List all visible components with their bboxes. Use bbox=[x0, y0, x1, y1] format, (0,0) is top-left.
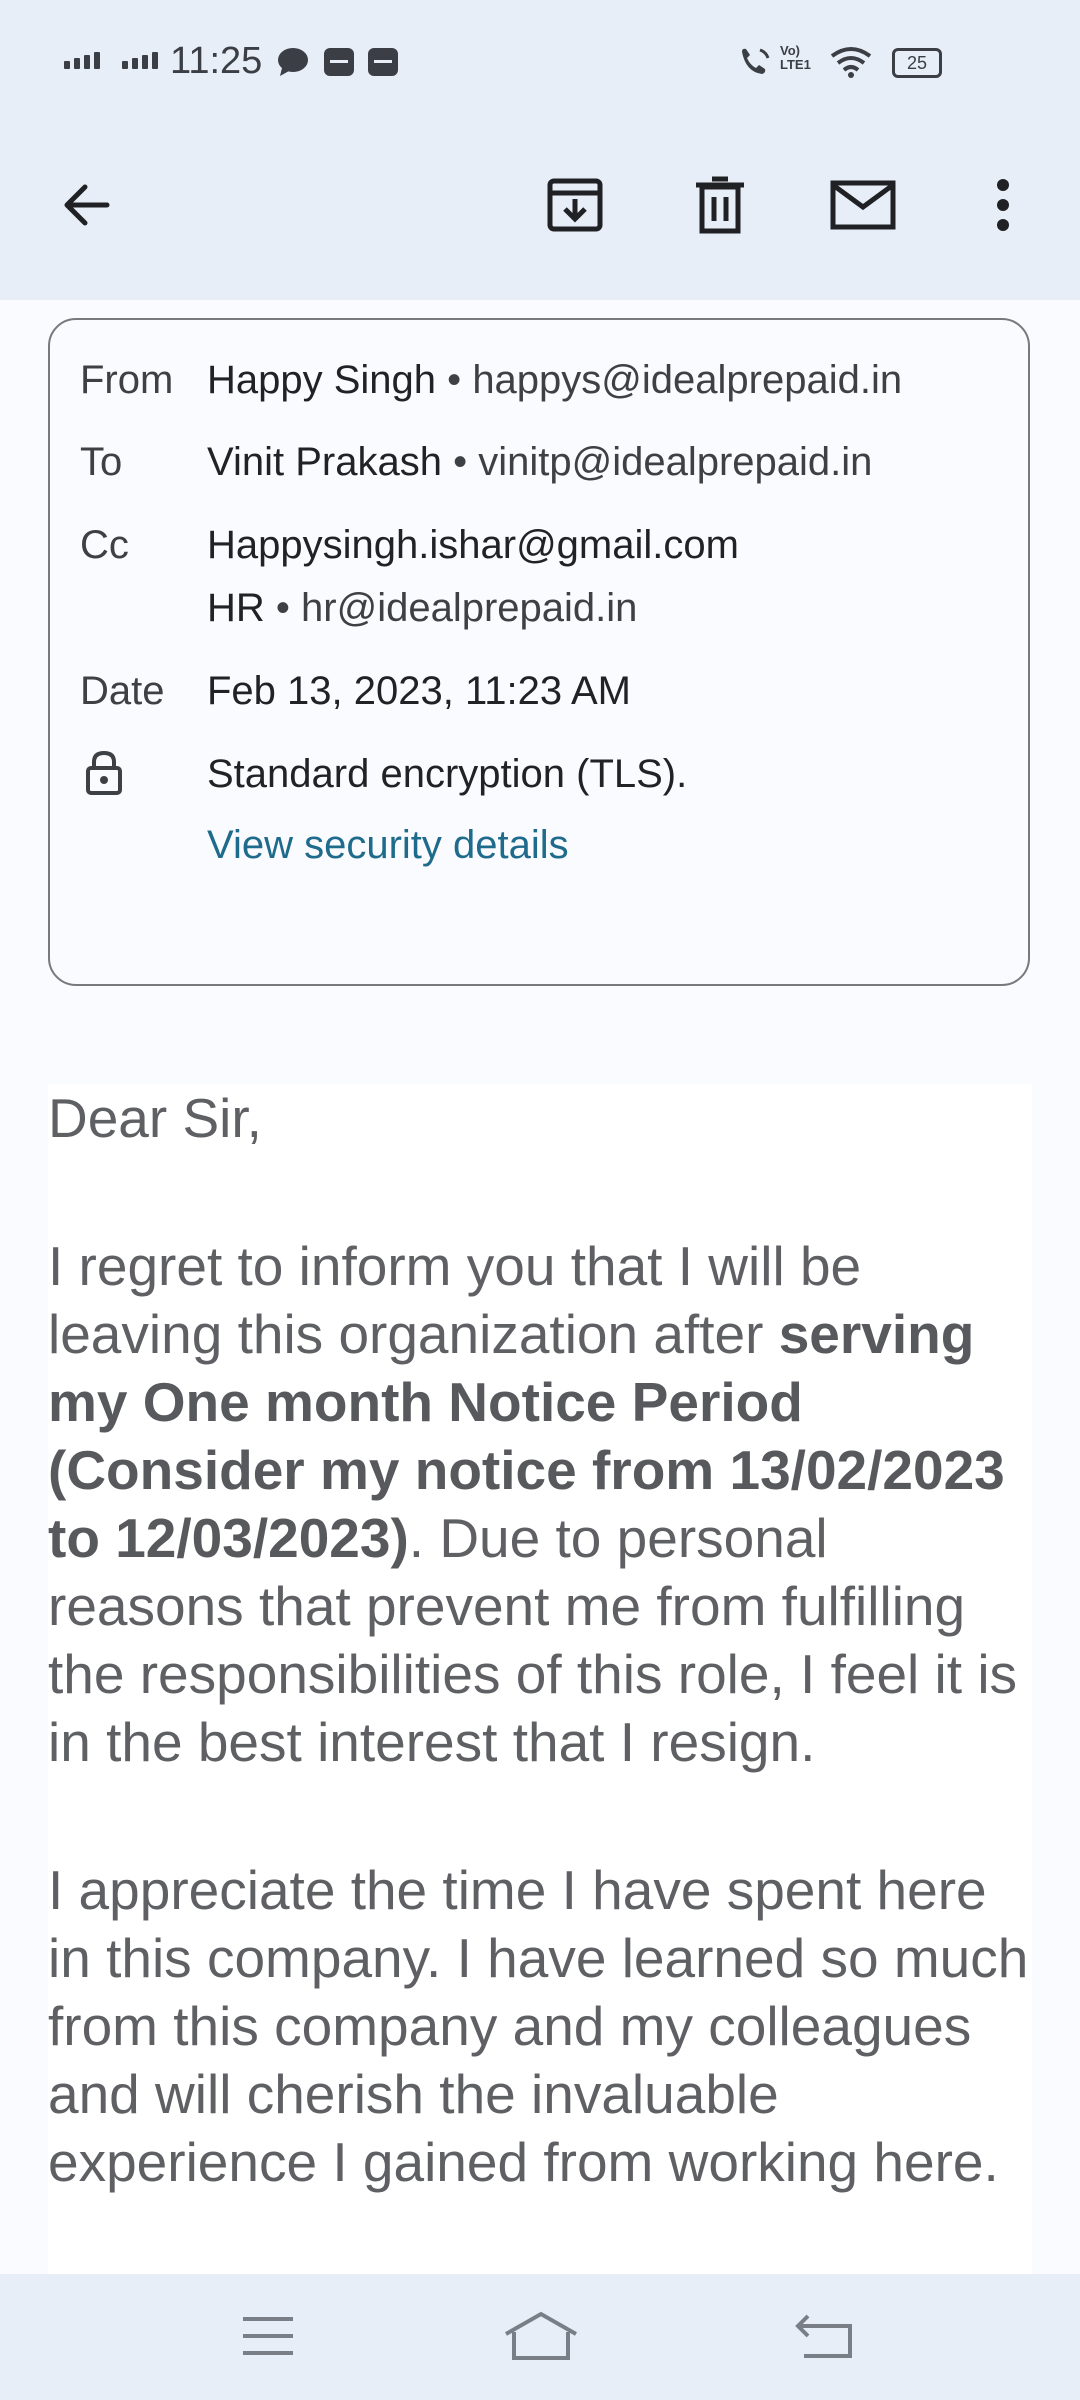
wifi-calling-icon bbox=[738, 46, 774, 78]
cc-label: Cc bbox=[80, 523, 129, 567]
more-options-button[interactable] bbox=[958, 160, 1048, 250]
date-label: Date bbox=[80, 669, 165, 713]
message-icon bbox=[276, 46, 310, 78]
to-email[interactable]: vinitp@idealprepaid.in bbox=[478, 440, 873, 484]
body-paragraph-1 bbox=[48, 1232, 1032, 1776]
status-bar bbox=[0, 0, 1080, 120]
back-icon[interactable] bbox=[794, 2312, 854, 2360]
archive-icon bbox=[545, 175, 605, 235]
from-name: Happy Singh bbox=[207, 358, 437, 402]
battery-icon bbox=[892, 48, 942, 78]
cc-email-1[interactable]: Happysingh.ishar@gmail.com bbox=[207, 523, 739, 567]
to-name: Vinit Prakash bbox=[207, 440, 442, 484]
signal-icon bbox=[64, 52, 100, 69]
back-button[interactable] bbox=[40, 160, 130, 250]
notice-period-bold: serving my One month Notice Period (Consider my notice from 13/02/2023 to 12/03/2023) bbox=[48, 1303, 1005, 1569]
home-icon[interactable] bbox=[502, 2310, 580, 2362]
separator: • bbox=[447, 358, 462, 402]
separator: • bbox=[453, 440, 468, 484]
body-paragraph-2: I appreciate the time I have spent here in this company. I have learned so much from this company and my colleagues and will cherish the invaluable experience I gained from working here. bbox=[48, 1859, 1029, 2193]
signal-icon bbox=[122, 52, 158, 69]
view-security-details-link[interactable]: View security details bbox=[207, 823, 569, 867]
to-label: To bbox=[80, 440, 123, 484]
to-value bbox=[207, 440, 872, 485]
mark-unread-button[interactable] bbox=[818, 160, 908, 250]
message-details-card bbox=[48, 318, 1030, 986]
delete-icon bbox=[692, 175, 748, 235]
cc-name-2: HR bbox=[207, 586, 265, 630]
delete-button[interactable] bbox=[675, 160, 765, 250]
paragraph-1-start: I regret to inform you that I will be leaving this organization after bbox=[48, 1235, 862, 1365]
separator: • bbox=[275, 586, 290, 630]
paragraph-1-end: . Due to personal reasons that prevent me from fulfilling the responsibilities of this role, I feel it is in the best interest that I resign. bbox=[48, 1507, 1018, 1773]
paytm-icon bbox=[368, 48, 398, 76]
encryption-text: Standard encryption (TLS). bbox=[207, 752, 688, 796]
cc-email-2[interactable]: hr@idealprepaid.in bbox=[301, 586, 638, 630]
battery-level: 25 bbox=[906, 53, 928, 73]
message-body bbox=[48, 1084, 1032, 2274]
status-time: 11:25 bbox=[170, 40, 263, 82]
more-icon bbox=[995, 177, 1011, 233]
volte-icon: Vo) LTE1 bbox=[780, 43, 811, 72]
menu-icon[interactable] bbox=[240, 2314, 296, 2358]
back-arrow-icon bbox=[57, 177, 113, 233]
mark-unread-icon bbox=[830, 180, 896, 230]
greeting: Dear Sir, bbox=[48, 1087, 262, 1149]
cc-value-2 bbox=[207, 586, 637, 631]
system-nav-bar bbox=[0, 2274, 1080, 2400]
from-value bbox=[207, 358, 902, 403]
app-top-bar bbox=[0, 0, 1080, 300]
date-value: Feb 13, 2023, 11:23 AM bbox=[207, 669, 632, 713]
from-email[interactable]: happys@idealprepaid.in bbox=[472, 358, 903, 402]
archive-button[interactable] bbox=[530, 160, 620, 250]
from-label: From bbox=[80, 358, 174, 402]
lock-icon bbox=[84, 750, 124, 796]
wifi-icon bbox=[830, 46, 872, 78]
paytm-icon bbox=[324, 48, 354, 76]
